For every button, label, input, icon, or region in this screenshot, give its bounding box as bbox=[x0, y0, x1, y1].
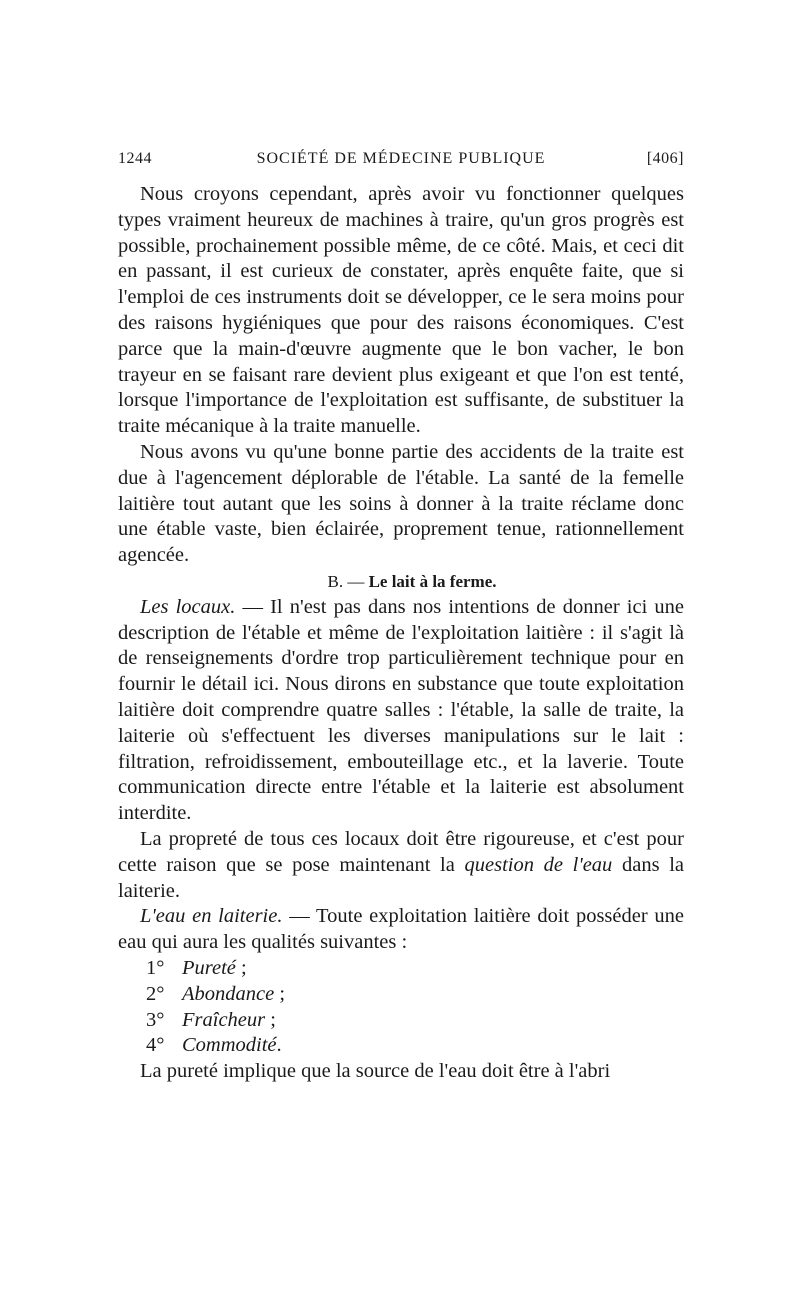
list-item-punct: ; bbox=[274, 982, 286, 1005]
eau-title: L'eau en laiterie. bbox=[140, 905, 283, 928]
proprete-italic: question de l'eau bbox=[464, 853, 613, 876]
list-item-number: 2° bbox=[146, 982, 165, 1005]
list-item-label: Commodité bbox=[182, 1034, 277, 1057]
qualities-list bbox=[118, 956, 684, 1059]
running-head bbox=[118, 150, 684, 174]
list-item-label: Pureté bbox=[182, 956, 236, 979]
paragraph-machines: Nous croyons cependant, après avoir vu fonctionner quelques types vraiment heureux de machines à traire, qu'un gros progrès est possible, prochainement possible même, de ce côté. Mais, et ceci dit en passant, il est curieux de constater, après enquête faite, que si l'emploi de ces instruments doit se développer, ce le sera moins pour des raisons hygiéniques que pour des raisons économiques. C'est parce que la main-d'œuvre augmente que le bon vacher, le bon trayeur en se faisant rare devient plus exigeant et que l'on est tenté, lorsque l'importance de l'exploitation est suffisante, de substituer la traite mécanique à la traite manuelle. bbox=[118, 183, 684, 438]
locaux-title: Les locaux. bbox=[140, 595, 236, 618]
locaux-text: Il n'est pas dans nos intentions de donner ici une description de l'étable et même de l'exploitation laitière : il s'agit là de renseignements d'ordre trop particulièrement technique pour en fournir le détail ici. Nous dirons en substance que toute exploitation laitière doit comprendre quatre salles : l'étable, la salle de traite, la laiterie où s'effectuent les diverses manipulations sur le lait : filtration, refroidissement, embouteillage etc., et la laverie. Toute communication directe entre l'étable et la laiterie est absolument interdite. bbox=[118, 595, 685, 825]
list-item bbox=[118, 1033, 684, 1059]
page-number: 1244 bbox=[118, 150, 152, 167]
list-item-number: 3° bbox=[146, 1008, 165, 1031]
paragraph-eau bbox=[118, 904, 684, 956]
list-item-number: 4° bbox=[146, 1034, 165, 1057]
eau-text: Toute exploitation laitière doit posséder une eau qui aura les qualités suivantes : bbox=[118, 905, 684, 954]
paragraph-locaux bbox=[118, 595, 684, 827]
paragraph-etable: Nous avons vu qu'une bonne partie des accidents de la traite est due à l'agencement déplorable de l'étable. La santé de la femelle laitière tout autant que les soins à donner à la traite réclame donc une étable vaste, bien éclairée, proprement tenue, rationnellement agencée. bbox=[118, 440, 684, 567]
list-item-punct: . bbox=[276, 1034, 282, 1057]
paragraph-proprete bbox=[118, 827, 684, 904]
proprete-end: dans la laiterie. bbox=[118, 853, 684, 902]
section-heading bbox=[118, 569, 684, 595]
list-item bbox=[118, 1008, 684, 1034]
locaux-dash: — bbox=[235, 595, 271, 618]
list-item-punct: ; bbox=[265, 1008, 276, 1031]
list-item-label: Fraîcheur bbox=[182, 1008, 266, 1031]
section-heading-title: Le lait à la ferme. bbox=[368, 571, 497, 591]
proprete-start: La propreté de tous ces locaux doit être rigoureuse, et c'est pour cette raison que se pose maintenant la bbox=[118, 827, 684, 876]
page-reference: [406] bbox=[646, 150, 684, 167]
running-title: SOCIÉTÉ DE MÉDECINE PUBLIQUE bbox=[256, 150, 546, 167]
list-item bbox=[118, 982, 684, 1008]
paragraph-purete: La pureté implique que la source de l'eau doit être à l'abri bbox=[140, 1060, 611, 1083]
eau-dash: — bbox=[282, 905, 317, 928]
list-item-label: Abondance bbox=[182, 982, 275, 1005]
body-text bbox=[118, 182, 684, 1085]
list-item-number: 1° bbox=[146, 956, 165, 979]
list-item bbox=[118, 956, 684, 982]
section-heading-prefix: B. — bbox=[327, 571, 365, 591]
list-item-punct: ; bbox=[235, 956, 247, 979]
